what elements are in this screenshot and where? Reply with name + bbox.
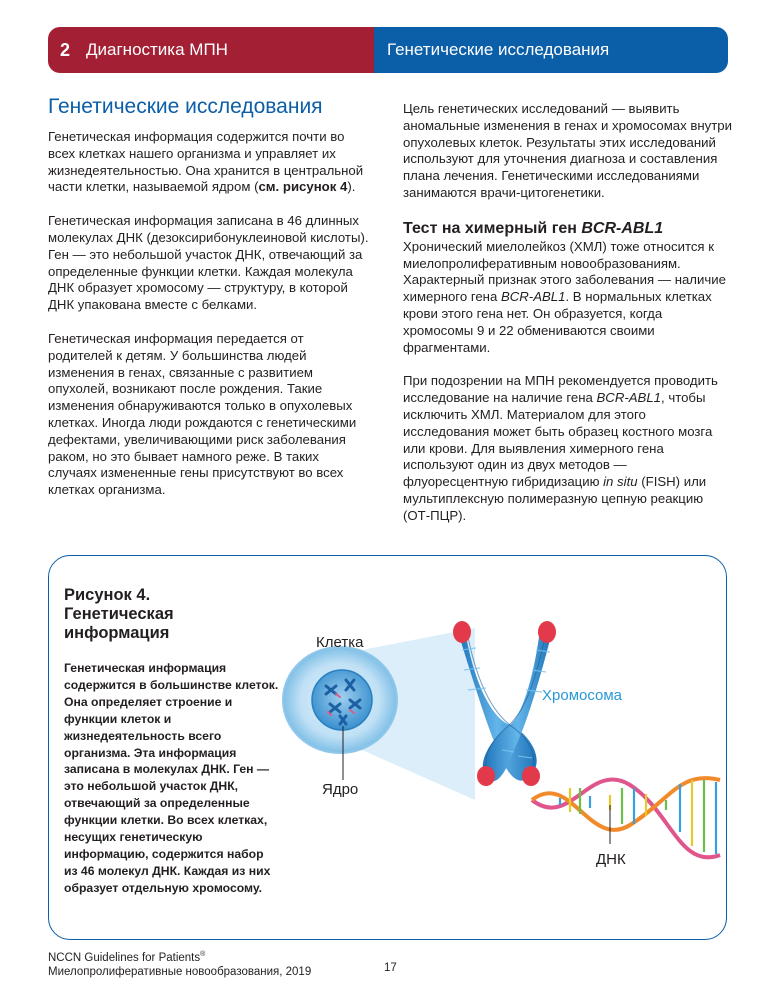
dna-helix-icon: [532, 778, 720, 857]
telomere: [522, 766, 540, 786]
paragraph-test-methods: При подозрении на МПН рекомендуется проводить исследование на наличие гена BCR-ABL1, чтобы исключить ХМЛ. Материалом для этого исследования может быть образец костного мозга или крови. Для выявления химерного гена используют один из двух методов — флуоресцентную гибридизацию in situ (FISH) или мультиплексную полимеразную цепную реакцию (ОТ-ПЦР).: [403, 373, 718, 523]
section-header-right: [374, 27, 728, 73]
section-number: 2: [60, 39, 71, 60]
page-topic-title: Генетические исследования: [387, 40, 610, 59]
telomere: [453, 621, 471, 643]
paragraph-genetic-info: Генетическая информация содержится почти во всех клетках нашего организма и управляет их жизнедеятельностью. Она хранится в центральной части клетки, называемой ядром (см. рисунок 4).: [48, 129, 364, 195]
dna-label: ДНК: [596, 851, 626, 868]
paragraph-inheritance: Генетическая информация передается от родителей к детям. У большинства людей изменения в генах, связанные с развитием опухолей, возникают после рождения. Такие изменения обнаруживаются только в опухолевых клетках. Иногда люди рождаются с генетическими дефектами, увеличивающими риск заболевания раком, но это бывает намного реже. В таких случаях измененные гены присутствуют во всех клетках организма.: [48, 330, 357, 498]
paragraph-cml: Хронический миелолейкоз (ХМЛ) тоже относится к миелопролиферативным новообразованиям. Характерный признак этого заболевания — наличие химерного гена BCR-ABL1. В нормальных клетках крови этого гена нет. Он образуется, когда хромосомы 9 и 22 обмениваются своими фрагментами.: [403, 238, 726, 355]
figure-reference[interactable]: см. рисунок 4: [258, 179, 348, 195]
cell-icon: [283, 647, 397, 753]
article-title: Генетические исследования: [48, 95, 323, 118]
footer: [48, 948, 311, 979]
right-column: [403, 101, 733, 542]
section-header-left: [48, 27, 374, 73]
nucleus-label: Ядро: [322, 781, 359, 798]
subsection-title: Тест на химерный ген BCR-ABL1: [403, 219, 664, 237]
telomere: [477, 766, 495, 786]
figure-title: Рисунок 4. Генетическая информация: [64, 586, 174, 642]
section-header: [48, 27, 728, 73]
footer-publisher: NCCN Guidelines for Patients®: [48, 951, 206, 964]
page-number: 17: [384, 962, 397, 974]
cell-label: Клетка: [316, 634, 364, 651]
telomere: [538, 621, 556, 643]
section-title: Диагностика МПН: [86, 40, 228, 59]
left-column: [48, 94, 370, 516]
figure-caption: Генетическая информация содержится в большинстве клеток. Она определяет строение и функции клеток и жизнедеятельность всего организма. Эта информация записана в молекулах ДНК. Ген — это небольшой участок ДНК, отвечающий за определенные функции клетки. Во всех клетках, несущих генетическую информацию, содержится набор из 46 молекул ДНК. Каждая из них образует отдельную хромосому.: [64, 661, 279, 895]
paragraph-purpose: Цель генетических исследований — выявить аномальные изменения в генах и хромосомах внутри опухолевых клеток. Результаты этих исследований используют для уточнения диагноза и составления плана лечения. Генетическими исследованиями занимаются врачи-цитогенетики.: [403, 101, 733, 200]
paragraph-dna: Генетическая информация записана в 46 длинных молекулах ДНК (дезоксирибонуклеиновой кислоты). Ген — это небольшой участок ДНК, отвечающий за определенные функции клетки. Каждая молекула ДНК образует хромосому — структуру, в которой ДНК упакована вместе с белками.: [48, 213, 369, 313]
chromosome-label: Хромосома: [542, 687, 623, 704]
genetics-illustration: [270, 600, 725, 900]
footer-title: Миелопролиферативные новообразования, 2019: [48, 965, 312, 978]
